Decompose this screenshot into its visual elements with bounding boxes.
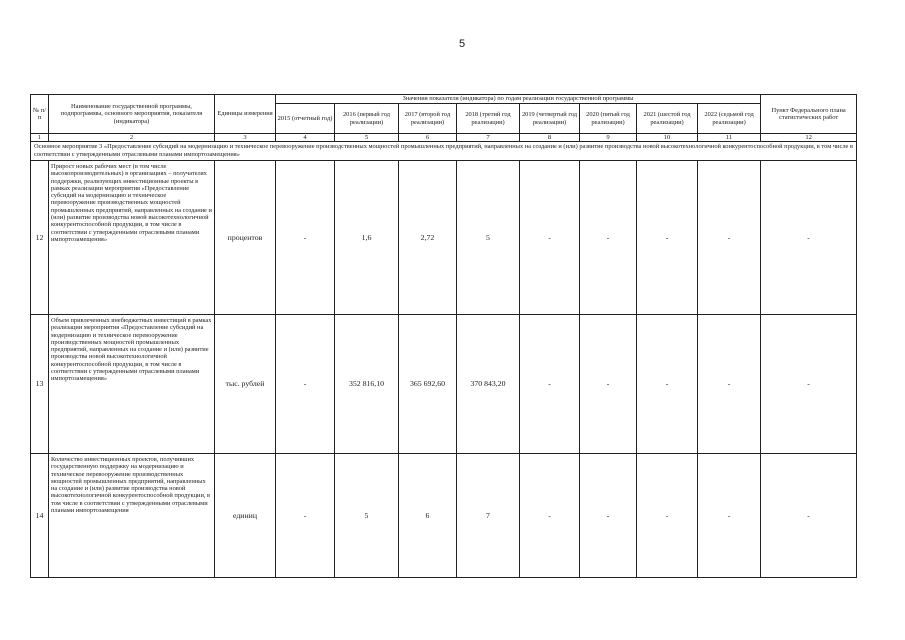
value-cell: - <box>698 315 761 454</box>
value-cell: - <box>580 315 637 454</box>
indicators-table <box>30 94 857 578</box>
row-number: 12 <box>31 161 49 315</box>
header-year-2016: 2016 (первый год реализации) <box>335 104 399 134</box>
value-cell: - <box>276 315 335 454</box>
value-cell: 370 843,20 <box>457 315 520 454</box>
table-row <box>31 315 857 454</box>
unit-cell: процентов <box>215 161 276 315</box>
value-cell: - <box>276 161 335 315</box>
table-row <box>31 454 857 578</box>
row-number: 13 <box>31 315 49 454</box>
column-index: 7 <box>457 134 520 142</box>
column-index: 2 <box>49 134 215 142</box>
column-index: 5 <box>335 134 399 142</box>
value-cell: - <box>637 161 698 315</box>
value-cell: 7 <box>457 454 520 578</box>
value-cell: - <box>276 454 335 578</box>
point-cell: - <box>761 454 857 578</box>
column-index: 1 <box>31 134 49 142</box>
value-cell: - <box>698 161 761 315</box>
header-col-unit: Единицы измерения <box>215 95 276 134</box>
value-cell: 352 816,10 <box>335 315 399 454</box>
header-col-name: Наименование государственной программы, подпрограммы, основного мероприятия, показателя (индикатора) <box>49 95 215 134</box>
header-year-2017: 2017 (второй год реализации) <box>399 104 457 134</box>
indicator-name: Прирост новых рабочих мест (в том числе высокопроизводительных) в организациях – получателях поддержки, реализующих инвестиционные проекты в рамках реализации мероприятия «Предоставление субсидий на модернизацию и техническое перевооружение производственных мощностей промышленных предприятий, направленных на создание и (или) развитие производства новой высокотехнологичной конкурентоспособной продукции, в том числе в соответствии с утвержденными отраслевыми планами импортозамещения» <box>49 161 215 315</box>
column-index: 9 <box>580 134 637 142</box>
value-cell: 2,72 <box>399 161 457 315</box>
column-index: 8 <box>520 134 580 142</box>
column-index: 3 <box>215 134 276 142</box>
column-index-row <box>31 134 857 142</box>
column-index: 11 <box>698 134 761 142</box>
value-cell: - <box>520 161 580 315</box>
value-cell: 5 <box>335 454 399 578</box>
indicator-name: Количество инвестиционных проектов, получивших государственную поддержку на модернизацию и техническое перевооружение производственных мощностей промышленных предприятий, направленных на создание и (или) развитие производства новой высокотехнологичной конкурентоспособной продукции, в том числе в соответствии с утвержденными отраслевыми планами импортозамещения <box>49 454 215 578</box>
value-cell: - <box>520 315 580 454</box>
point-cell: - <box>761 315 857 454</box>
header-year-2015: 2015 (отчетный год) <box>276 104 335 134</box>
value-cell: 1,6 <box>335 161 399 315</box>
column-index: 12 <box>761 134 857 142</box>
header-col-point: Пункт Федерального плана статистических работ <box>761 95 857 134</box>
value-cell: 5 <box>457 161 520 315</box>
point-cell: - <box>761 161 857 315</box>
value-cell: - <box>580 161 637 315</box>
header-year-2020: 2020 (пятый год реализации) <box>580 104 637 134</box>
unit-cell: тыс. рублей <box>215 315 276 454</box>
value-cell: - <box>580 454 637 578</box>
value-cell: - <box>637 454 698 578</box>
table-row <box>31 161 857 315</box>
header-year-2018: 2018 (третий год реализации) <box>457 104 520 134</box>
header-year-2022: 2022 (седьмой год реализации) <box>698 104 761 134</box>
value-cell: - <box>637 315 698 454</box>
value-cell: 365 692,60 <box>399 315 457 454</box>
indicator-name: Объем привлеченных внебюджетных инвестиций в рамках реализации мероприятия «Предоставление субсидий на модернизацию и техническое перевооружение производственных мощностей промышленных предприятий, направленных на создание и (или) развитие производства новой высокотехнологичной конкурентоспособной продукции, в том числе в соответствии с утвержденными отраслевыми планами импортозамещения» <box>49 315 215 454</box>
header-col-no: № п/п <box>31 95 49 134</box>
page-number: 5 <box>459 38 466 50</box>
value-cell: 6 <box>399 454 457 578</box>
column-index: 10 <box>637 134 698 142</box>
unit-cell: единиц <box>215 454 276 578</box>
column-index: 4 <box>276 134 335 142</box>
row-number: 14 <box>31 454 49 578</box>
value-cell: - <box>520 454 580 578</box>
section-title: Основное мероприятие 3 «Предоставление субсидий на модернизацию и техническое перевооружение производственных мощностей промышленных предприятий, направленных на создание и (или) развитие производства новой высокотехнологичной конкурентоспособной продукции, в том числе в соответствии с утвержденными отраслевыми планами импортозамещения» <box>31 142 857 161</box>
column-index: 6 <box>399 134 457 142</box>
header-year-2021: 2021 (шестой год реализации) <box>637 104 698 134</box>
value-cell: - <box>698 454 761 578</box>
header-year-2019: 2019 (четвертый год реализации) <box>520 104 580 134</box>
header-col-values: Значения показателя (индикатора) по годам реализации государственной программы <box>276 95 761 104</box>
